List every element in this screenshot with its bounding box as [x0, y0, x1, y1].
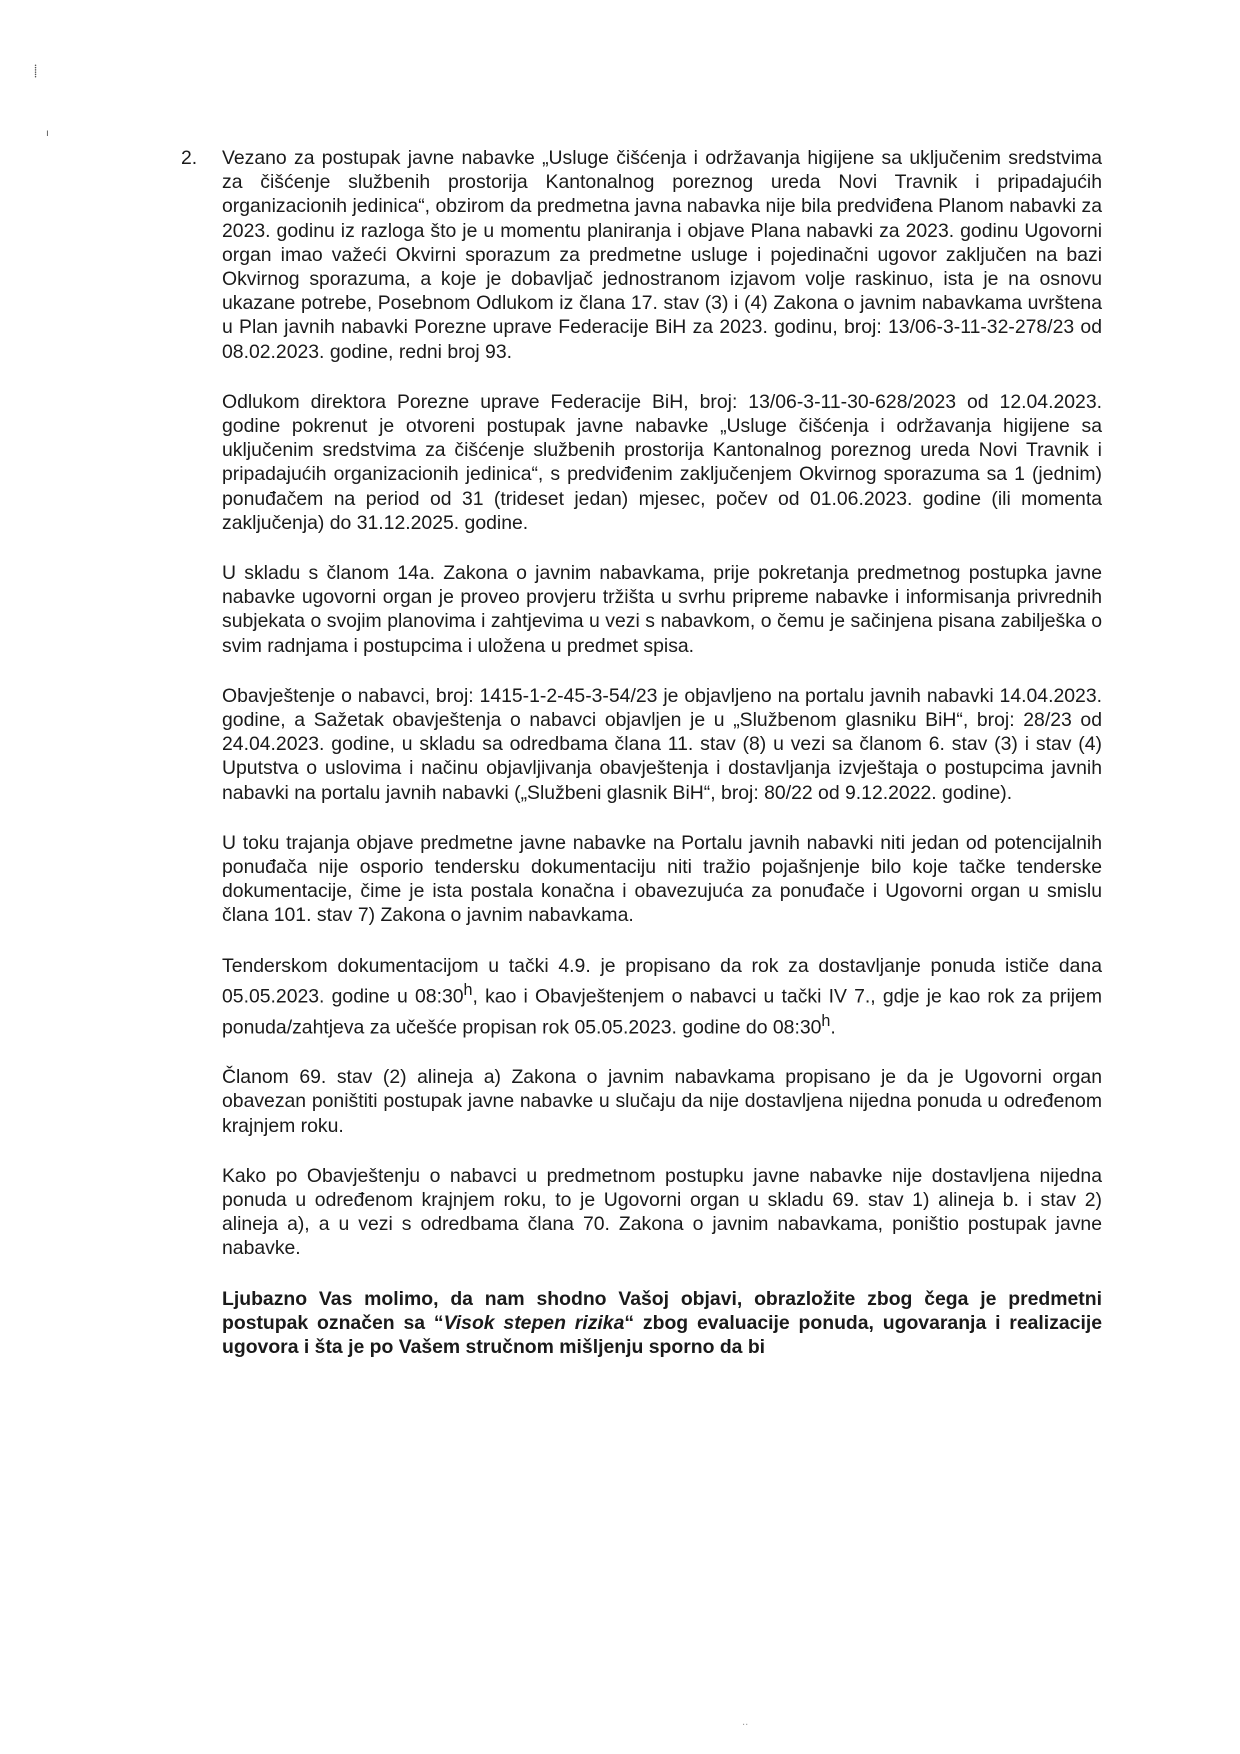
deadline-hour-marker: h [463, 980, 473, 999]
paragraph-planning: Vezano za postupak javne nabavke „Usluge čišćenja i održavanja higijene sa uključenim sredstvima za čišćenje službenih prostorija Kantonalnog poreznog ureda Novi Travnik i pripadajućih organizacionih jedinica“, obzirom da predmetna javna nabavka nije bila predviđena Planom nabavki za 2023. godinu iz razloga što je u momentu planiranja i objave Plana nabavki za 2023. godinu Ugovorni organ imao važeći Okvirni sporazum za predmetne usluge i pojedinačni ugovor zaključen na bazi Okvirnog sporazuma, a koje je dobavljač jednostranom izjavom volje raskinuo, ista je na osnovu ukazane potrebe, Posebnom Odlukom iz člana 17. stav (3) i (4) Zakona o javnim nabavkama uvrštena u Plan javnih nabavki Porezne uprave Federacije BiH za 2023. godinu, broj: 13/06-3-11-32-278/23 od 08.02.2023. godine, redni broj 93. [222, 147, 1102, 363]
paragraph-annulment: Kako po Obavještenju o nabavci u predmetnom postupku javne nabavke nije dostavljena nijedna ponuda u određenom krajnjem roku, to je Ugovorni organ u skladu 69. stav 1) alineja b. i stav 2) alineja a), a u vezi s odredbama člana 70. Zakona o javnim nabavkama, poništio postupak javne nabavke. [222, 1164, 1102, 1260]
deadline-text-a: Tenderskom dokumentacijom u tački 4.9. je propisano da rok za dostavljanje ponuda ističe dana 05.05.2023. godine u 08:30 [222, 954, 1102, 1008]
scan-artifact-icon: ı [46, 128, 49, 139]
paragraph-notice-published: Obavještenje o nabavci, broj: 1415-1-2-45-3-54/23 je objavljeno na portalu javnih nabavki 14.04.2023. godine, a Sažetak obavještenja o nabavci objavljen je u „Službenom glasniku BiH“, broj: 28/23 od 24.04.2023. godine, u skladu sa odredbama člana 11. stav (8) u vezi sa članom 6. stav (3) i stav (4) Uputstva o uslovima i načinu objavljivanja obavještenja i dostavljanja izvještaja o postupcima javnih nabavki na portalu javnih nabavki („Službeni glasnik BiH“, broj: 80/22 od 9.12.2022. godine). [222, 684, 1102, 804]
paragraph-annulment-rule: Članom 69. stav (2) alineja a) Zakona o javnim nabavkama propisano je da je Ugovorni organ obavezan poništiti postupak javne nabavke u slučaju da nije dostavljena nijedna ponuda u određenom krajnjem roku. [222, 1066, 1102, 1137]
deadline-text-c: . [830, 1016, 836, 1039]
paragraph-market-check: U skladu s članom 14a. Zakona o javnim nabavkama, prije pokretanja predmetnog postupka javne nabavke ugovorni organ je proveo provjeru tržišta u svrhu pripreme nabavke i informisanja privrednih subjekata o svojim planovima i zahtjevima u vezi s nabavkom, o čemu je sačinjena pisana zabilješka o svim radnjama i postupcima i uložena u predmet spisa. [222, 562, 1102, 657]
request-text-a: Ljubazno Vas molimo, da nam shodno Vašoj objavi, obrazložite zbog čega je predmetni postupak označen sa “ [222, 1287, 1102, 1334]
list-item-number: 2. [181, 147, 198, 169]
document-body [222, 146, 1102, 1385]
deadline-text-b: , kao i Obavještenjem o nabavci u tački IV 7., gdje je kao rok za prijem ponuda/zahtjeva za učešće propisan rok 05.05.2023. godine do 08:30 [222, 985, 1102, 1039]
paragraph-tender-docs: U toku trajanja objave predmetne javne nabavke na Portalu javnih nabavki niti jedan od potencijalnih ponuđača nije osporio tendersku dokumentaciju niti tražio pojašnjenje bilo koje tačke tenderske dokumentacije, čime je ista postala konačna i obavezujuća za ponuđače i Ugovorni organ u smislu člana 101. stav 7) Zakona o javnim nabavkama. [222, 831, 1102, 927]
paragraph-decision: Odlukom direktora Porezne uprave Federacije BiH, broj: 13/06-3-11-30-628/2023 od 12.04.2023. godine pokrenut je otvoreni postupak javne nabavke „Usluge čišćenja i održavanja higijene sa uključenim sredstvima za čišćenje službenih prostorija Kantonalnog poreznog ureda Novi Travnik i pripadajućih organizacionih jedinica“, s predviđenim zaključenjem Okvirnog sporazuma sa 1 (jednim) ponuđačem na period od 31 (trideset jedan) mjesec, počev od 01.06.2023. godine (ili momenta zaključenja) do 31.12.2025. godine. [222, 390, 1102, 534]
risk-label: Visok stepen rizika [443, 1311, 625, 1334]
paragraph-deadline [222, 954, 1102, 1040]
request-text-b: “ zbog evaluacije ponuda, ugovaranja i realizacije ugovora i šta je po Vašem stručnom mišljenju sporno da bi [222, 1311, 1103, 1359]
scan-artifact-icon: ⸽ [34, 64, 38, 78]
scan-artifact-icon: ·· [742, 1720, 749, 1731]
paragraph-request [222, 1287, 1102, 1360]
deadline-hour-marker: h [821, 1011, 831, 1030]
